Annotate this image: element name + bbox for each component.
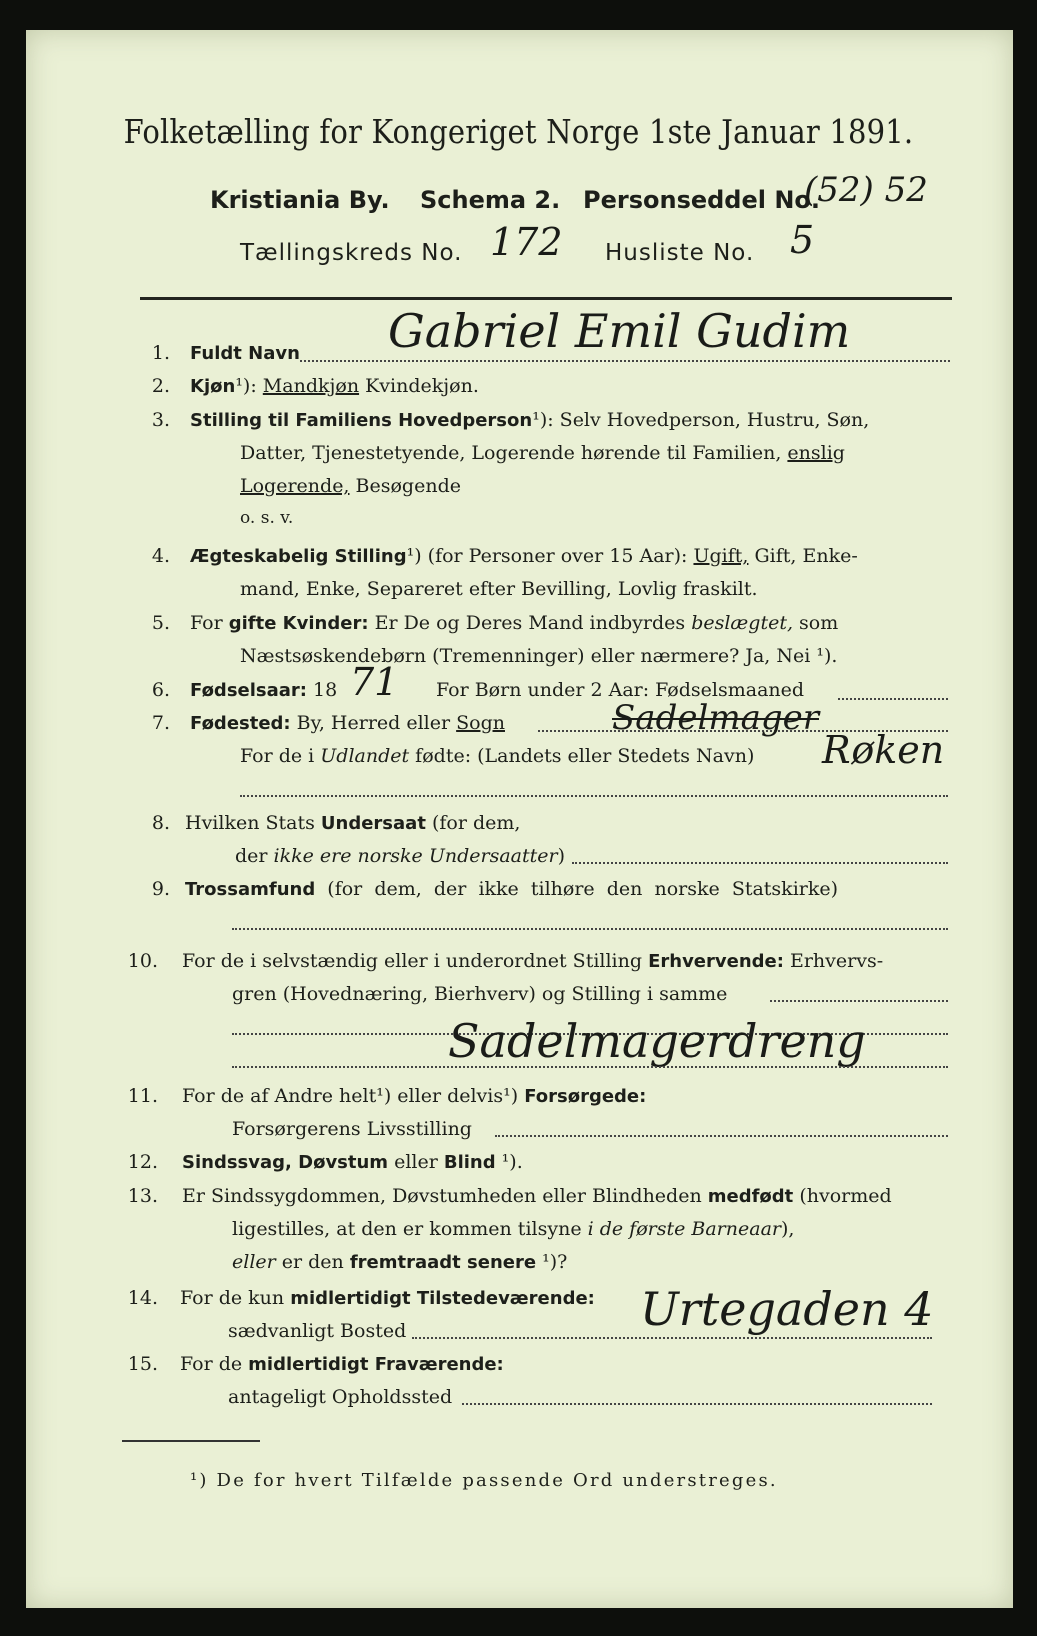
occupation-handwritten: Sadelmagerdreng [448,1014,866,1068]
position-options-3: Besøgende [349,475,461,497]
marital-qualifier: ¹) (for Personer over 15 Aar): [406,545,694,567]
citizenship-foreign: ikke ere norske Undersaatter [273,845,558,867]
item-number-5: 5. [151,612,170,634]
item-number-13: 13. [127,1185,158,1207]
position-line-1 [190,409,869,431]
sex-option-female: Kvindekjøn. [359,375,479,397]
congenital-suffix: (hvormed [793,1185,892,1207]
kinship-prefix: For [190,612,229,634]
personseddel-label: Personseddel No. [583,186,821,214]
position-line-3 [240,475,461,497]
sex-line [190,375,479,397]
item-number-11: 11. [127,1085,158,1107]
occupation-label: Erhvervende: [648,951,784,972]
disability-label-2: Blind [443,1152,496,1173]
full-name-dotline [300,360,950,362]
position-etc: o. s. v. [240,508,294,528]
congenital-line-1 [182,1185,892,1207]
kreds-handwritten: 172 [490,220,563,264]
item-number-14: 14. [127,1287,158,1309]
temp-absent-line [180,1353,504,1375]
form-title: Folketælling for Kongeriget Norge 1ste Januar 1891. [123,112,914,151]
probable-residence-dotline [462,1403,932,1405]
abroad-word: Udlandet [320,745,410,767]
citizenship-line-1 [185,812,520,834]
item-number-9: 9. [151,878,170,900]
supporter-dotline [495,1135,948,1137]
temp-absent-label: midlertidigt Fraværende: [248,1354,504,1375]
congenital-question: Er Sindssygdommen, Døvstumheden eller Blindheden [182,1185,708,1207]
footnote-rule [122,1440,260,1442]
birth-month-dotline [838,698,948,700]
kinship-related: beslægtet, [691,612,794,634]
supported-prefix: For de af Andre helt¹) eller delvis¹) [182,1085,525,1107]
husliste-handwritten: 5 [790,218,815,262]
religion-label: Trossamfund [185,879,316,900]
occupation-prefix: For de i selvstændig eller i underordnet Stilling [182,950,649,972]
item-number-3: 3. [151,409,170,431]
probable-residence-label: antageligt Opholdssted [228,1386,453,1408]
item-number-8: 8. [151,812,170,834]
item-number-6: 6. [151,679,170,701]
congenital-line-2 [232,1218,794,1240]
religion-line [185,878,838,900]
birth-year-prefix: 18 [307,679,338,701]
sex-label: Kjøn [190,376,236,397]
citizenship-label: Undersaat [320,813,426,834]
item-number-1: 1. [151,342,170,364]
temp-present-prefix: For de kun [180,1287,291,1309]
congenital-label: medfødt [707,1186,794,1207]
full-name-label: Fuldt Navn [190,343,300,364]
marital-line-2: mand, Enke, Separeret efter Bevilling, Lovlig fraskilt. [240,578,758,600]
citizenship-paren: ) [557,845,565,867]
item-number-7: 7. [151,712,170,734]
position-option-logerende: Logerende, [240,475,350,497]
citizenship-qualifier: (for dem, [425,812,521,834]
disability-or: eller [388,1151,444,1173]
congenital-er-den: er den [275,1251,350,1273]
header-rule [140,297,952,300]
kinship-line-1 [190,612,838,634]
sex-footnote: ¹): [235,375,263,397]
usual-residence-dotline [412,1337,932,1339]
disability-footnote: ¹). [495,1151,523,1173]
birthplace-line-1 [190,712,505,734]
citizenship-der: der [235,845,274,867]
usual-residence-label: sædvanligt Bosted [228,1320,407,1342]
item-number-4: 4. [151,545,170,567]
congenital-paren: ), [781,1218,795,1240]
position-options-2: Datter, Tjenestetyende, Logerende hørende til Familien, [240,442,788,464]
temp-present-line [180,1287,595,1309]
abroad-suffix: fødte: (Landets eller Stedets Navn) [409,745,755,767]
position-option-enslig: enslig [787,442,845,464]
marital-label: Ægteskabelig Stilling [190,546,407,567]
kinship-som: som [793,612,839,634]
birthplace-options: By, Herred eller [290,712,457,734]
occupation-suffix: Erhvervs- [783,950,884,972]
disability-line [182,1151,523,1173]
temp-absent-prefix: For de [180,1353,249,1375]
kinship-line-2: Næstsøskendebørn (Tremenninger) eller nærmere? Ja, Nei ¹). [240,645,838,667]
personseddel-handwritten: (52) 52 [804,170,928,210]
congenital-line-3 [232,1251,567,1273]
birthplace-line-2 [240,745,754,767]
kinship-label: gifte Kvinder: [228,613,369,634]
marital-line-1 [190,545,858,567]
occupation-line-1 [182,950,883,972]
citizenship-line-2 [235,845,565,867]
husliste-label: Husliste No. [605,240,755,266]
sex-option-male: Mandkjøn [262,375,360,397]
congenital-childhood: i de første Barneaar [587,1218,781,1240]
city-label: Kristiania By. [210,186,390,214]
birthplace-dotline-2 [240,795,948,797]
birth-year-handwritten: 71 [350,660,399,704]
footnote-text: ¹) De for hvert Tilfælde passende Ord understreges. [190,1470,778,1491]
full-name-handwritten: Gabriel Emil Gudim [388,304,851,358]
supporter-occupation-label: Forsørgerens Livsstilling [232,1118,472,1140]
position-label: Stilling til Familiens Hovedperson [190,410,533,431]
occupation-line-2: gren (Hovednæring, Bierhverv) og Stilling i samme [232,983,728,1005]
item-number-15: 15. [127,1353,158,1375]
item-number-2: 2. [151,375,170,397]
occupation-dotline-3 [232,1066,948,1068]
abroad-prefix: For de i [240,745,321,767]
usual-residence-handwritten: Urtegaden 4 [640,1282,934,1336]
birthplace-label: Fødested: [190,713,291,734]
congenital-later: fremtraadt senere [349,1252,537,1273]
birth-year-line [190,679,337,701]
birthplace-handwritten: Røken [822,728,945,772]
birth-year-label: Fødselsaar: [190,680,307,701]
religion-dotline [232,928,948,930]
citizenship-dotline [572,862,948,864]
kreds-label: Tællingskreds No. [240,240,463,266]
citizenship-prefix: Hvilken Stats [185,812,321,834]
birth-month-label: For Børn under 2 Aar: Fødselsmaaned [436,679,805,701]
disability-label-1: Sindssvag, Døvstum [182,1152,389,1173]
item-number-10: 10. [127,950,158,972]
position-options-1: ¹): Selv Hovedperson, Hustru, Søn, [532,409,870,431]
congenital-eller: eller [232,1251,276,1273]
religion-qualifier: (for dem, der ikke tilhøre den norske Statskirke) [315,878,839,900]
supported-label: Forsørgede: [524,1086,647,1107]
item-number-12: 12. [127,1151,158,1173]
marital-options-1: Gift, Enke- [748,545,858,567]
birthplace-struck-handwritten: Sadelmager [612,698,819,738]
temp-present-label: midlertidigt Tilstedeværende: [290,1288,595,1309]
marital-option-ugift: Ugift, [693,545,749,567]
supported-line-1 [182,1085,646,1107]
position-line-2 [240,442,845,464]
kinship-question: Er De og Deres Mand indbyrdes [368,612,692,634]
occupation-dotline-1 [770,1000,948,1002]
congenital-line-2a: ligestilles, at den er kommen tilsyne [232,1218,588,1240]
congenital-footnote: ¹)? [536,1251,568,1273]
birthplace-option-sogn: Sogn [456,712,505,734]
schema-label: Schema 2. [420,186,561,214]
